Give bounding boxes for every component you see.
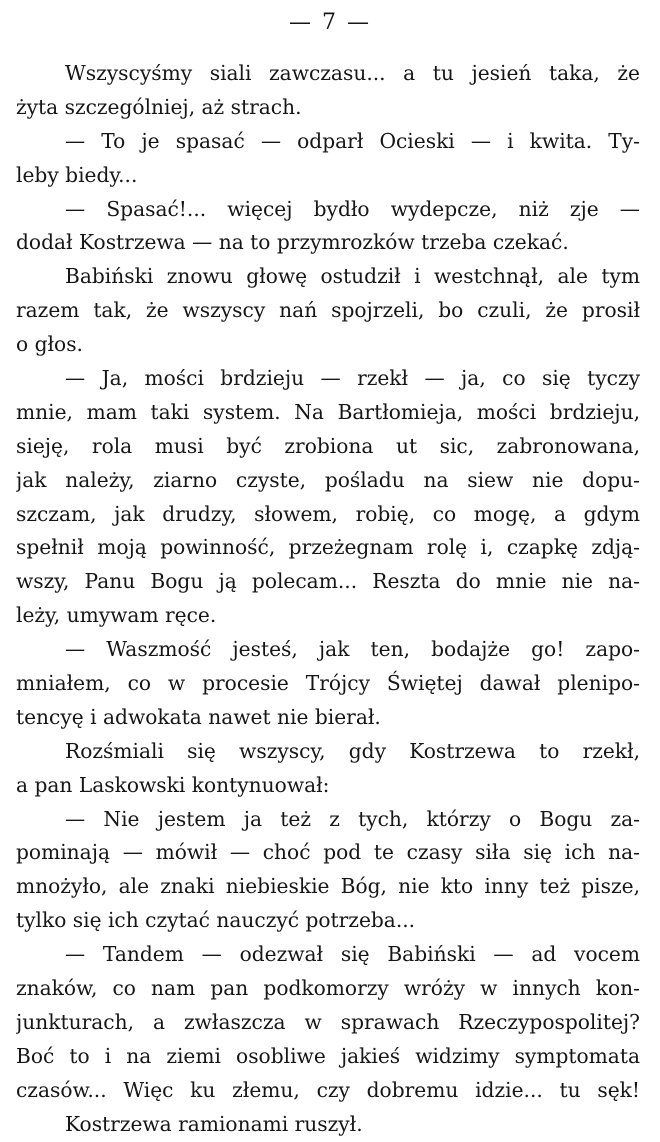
text-line: jak należy, ziarno czyste, pośladu na siew nie dopu- [16, 467, 640, 492]
text-line: Boć to i na ziemi osobliwe jakieś widzimy symptomata [16, 1043, 640, 1068]
text-line: — Nie jestem ja też z tych, którzy o Bogu za- [65, 806, 640, 831]
text-line: leży, umywam ręce. [16, 603, 217, 628]
text-line: — Ja, mości brdzieju — rzekł — ja, co się tyczy [65, 366, 640, 391]
text-line: mniałem, co w procesie Trójcy Świętej dawał plenipo- [16, 671, 640, 696]
text-line: tylko się ich czytać nauczyć potrzeba... [16, 908, 416, 933]
text-line: Babiński znowu głowę ostudził i westchnął, ale tym [65, 264, 640, 289]
text-line: sieję, rola musi być zrobiona ut sic, zabronowana, [16, 433, 640, 458]
text-line: czasów... Więc ku złemu, czy dobremu idzie... tu sęk! [16, 1077, 640, 1102]
text-line: — To je spasać — odparł Ocieski — i kwita. Ty- [65, 128, 640, 153]
page-number: — 7 — [289, 10, 371, 35]
text-line: znaków, co nam pan podkomorzy wróży w innych kon- [16, 976, 640, 1001]
text-line: mnożyło, ale znaki niebieskie Bóg, nie kto inny też pisze, [16, 874, 640, 899]
text-line: tencyę i adwokata nawet nie bierał. [16, 704, 381, 729]
text-line: leby biedy... [16, 162, 138, 187]
text-line: dodał Kostrzewa — na to przymrozków trzeba czekać. [16, 230, 569, 255]
text-line: Rozśmiali się wszyscy, gdy Kostrzewa to rzekł, [65, 738, 640, 763]
text-line: junkturach, a zwłaszcza w sprawach Rzeczypospolitej? [16, 1009, 640, 1034]
text-line: razem tak, że wszyscy nań spojrzeli, bo czuli, że prosił [16, 298, 640, 323]
text-line: Wszyscyśmy siali zawczasu... a tu jesień taka, że [65, 61, 640, 85]
text-line: pominają — mówił — choć pod te czasy siła się ich na- [16, 840, 640, 865]
text-line: — Tandem — odezwał się Babiński — ad vocem [65, 942, 640, 967]
text-line: żyta szczególniej, aż strach. [16, 94, 302, 119]
text-line: o głos. [16, 332, 83, 357]
text-line: — Spasać!... więcej bydło wydepcze, niż zje — [65, 196, 640, 221]
text-line: mnie, mam taki system. Na Bartłomieja, mości brdzieju, [16, 399, 640, 424]
text-line: spełnił moją powinność, przeżegnam rolę i, czapkę zdją- [16, 535, 640, 560]
text-line: szczam, jak drudzy, słowem, robię, co mogę, a gdym [16, 501, 640, 526]
text-line: a pan Laskowski kontynuował: [16, 772, 330, 797]
text-line: wszy, Panu Bogu ją polecam... Reszta do mnie nie na- [16, 569, 640, 594]
body-text [16, 57, 640, 1142]
text-line: Kostrzewa ramionami ruszył. [65, 1111, 363, 1136]
text-line: — Waszmość jesteś, jak ten, bodajże go! zapo- [65, 637, 640, 662]
